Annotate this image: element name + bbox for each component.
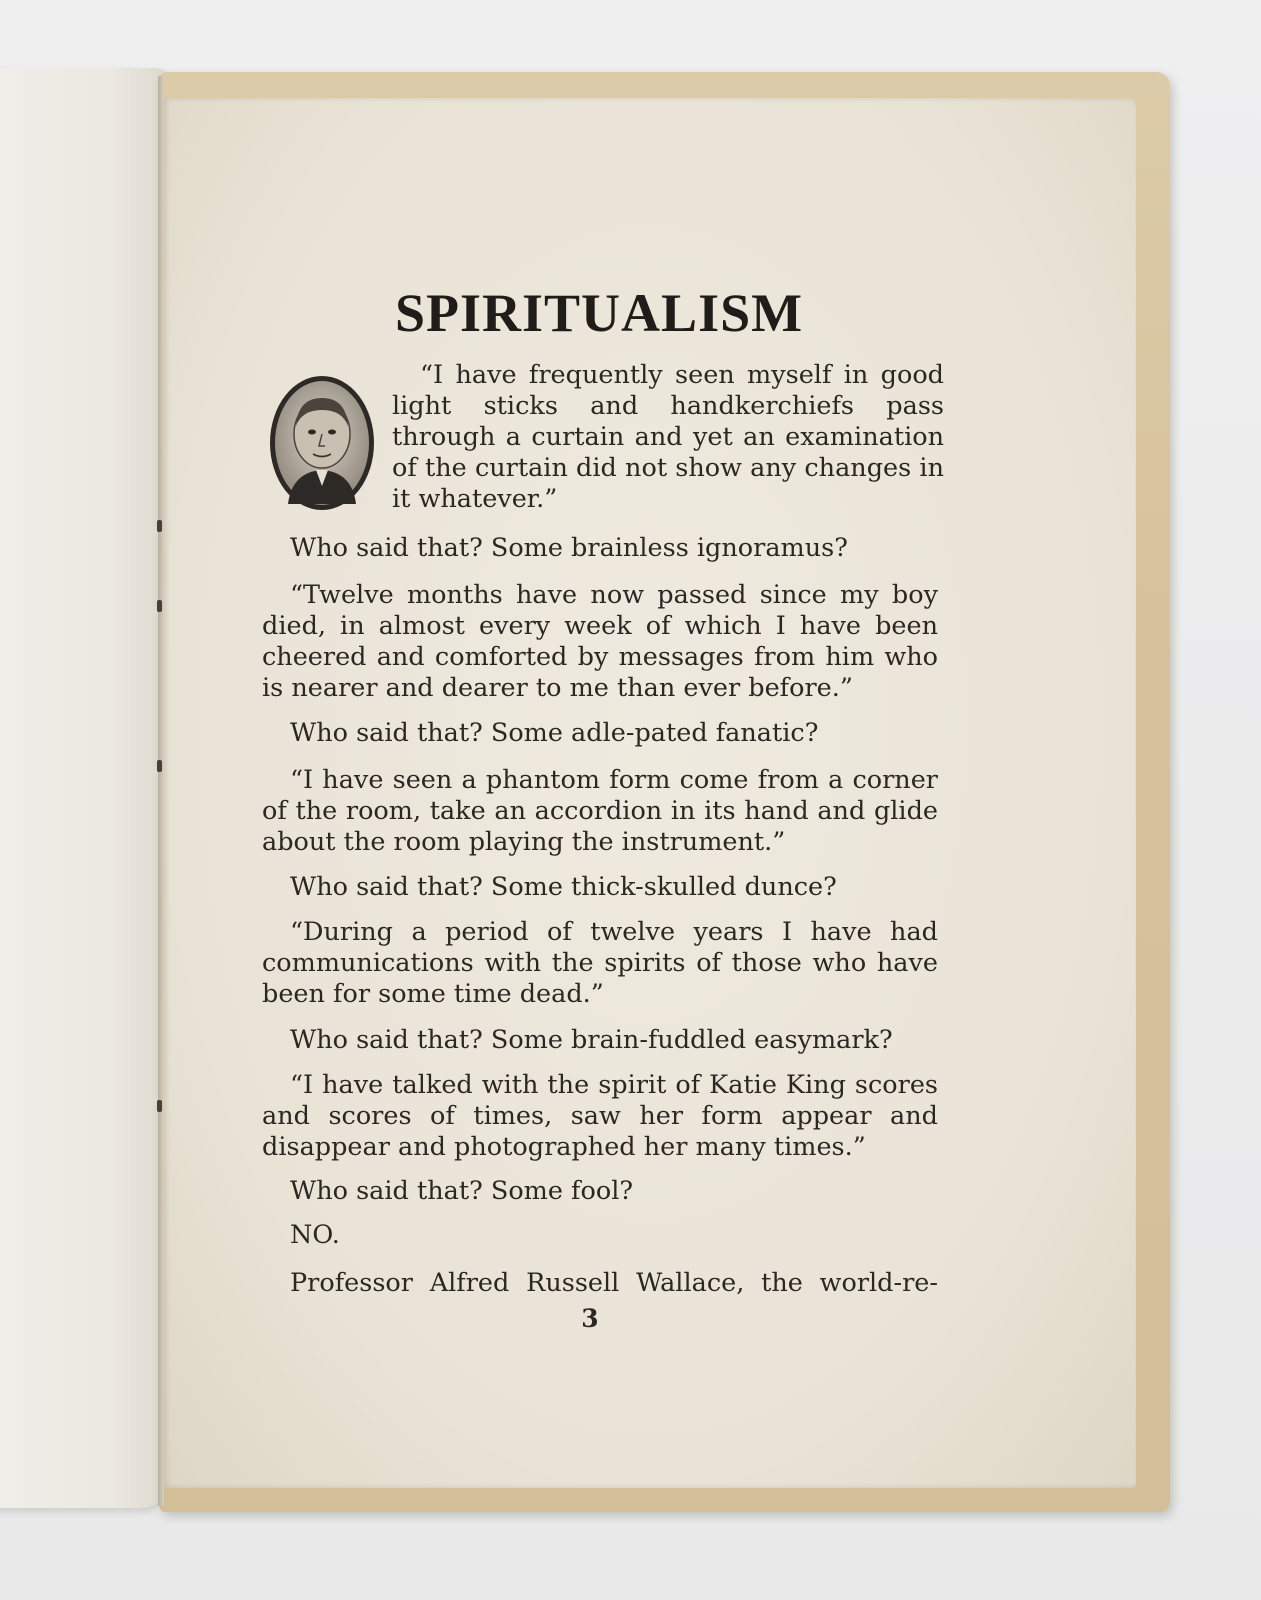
binding-stitch [157,600,162,612]
binding-stitch [157,760,162,772]
portrait-engraving-icon [268,374,376,512]
page-gutter [158,76,164,1506]
question-line: Who said that? Some brain-fuddled easymark? [290,1025,893,1055]
left-facing-page [0,68,170,1508]
question-line: Who said that? Some fool? [290,1176,634,1206]
quote-paragraph: “I have frequently seen myself in good light sticks and handkerchiefs pass through a curtain and yet an examination of the curtain did not show any changes in it whatever.” [392,360,944,514]
page-number: 3 [581,1304,599,1333]
question-line: Who said that? Some brainless ignoramus? [290,533,848,563]
binding-stitch [157,1100,162,1112]
question-line: Who said that? Some thick-skulled dunce? [290,872,837,902]
quote-paragraph: “Twelve months have now passed since my boy died, in almost every week of which I have been cheered and comforted by messages from him who is nearer and dearer to me than ever before.” [262,580,938,703]
closing-line: Professor Alfred Russell Wallace, the world-re- [290,1268,938,1298]
answer-line: NO. [290,1220,340,1250]
page-title: SPIRITUALISM [395,283,804,343]
quote-paragraph: “I have talked with the spirit of Katie King scores and scores of times, saw her form appear and disappear and photographed her many times.” [262,1070,938,1162]
quote-paragraph: “I have seen a phantom form come from a corner of the room, take an accordion in its hand and glide about the room playing the instrument.” [262,765,938,857]
quote-paragraph: “During a period of twelve years I have had communications with the spirits of those who have been for some time dead.” [262,917,938,1009]
binding-stitch [157,520,162,532]
question-line: Who said that? Some adle-pated fanatic? [290,718,819,748]
